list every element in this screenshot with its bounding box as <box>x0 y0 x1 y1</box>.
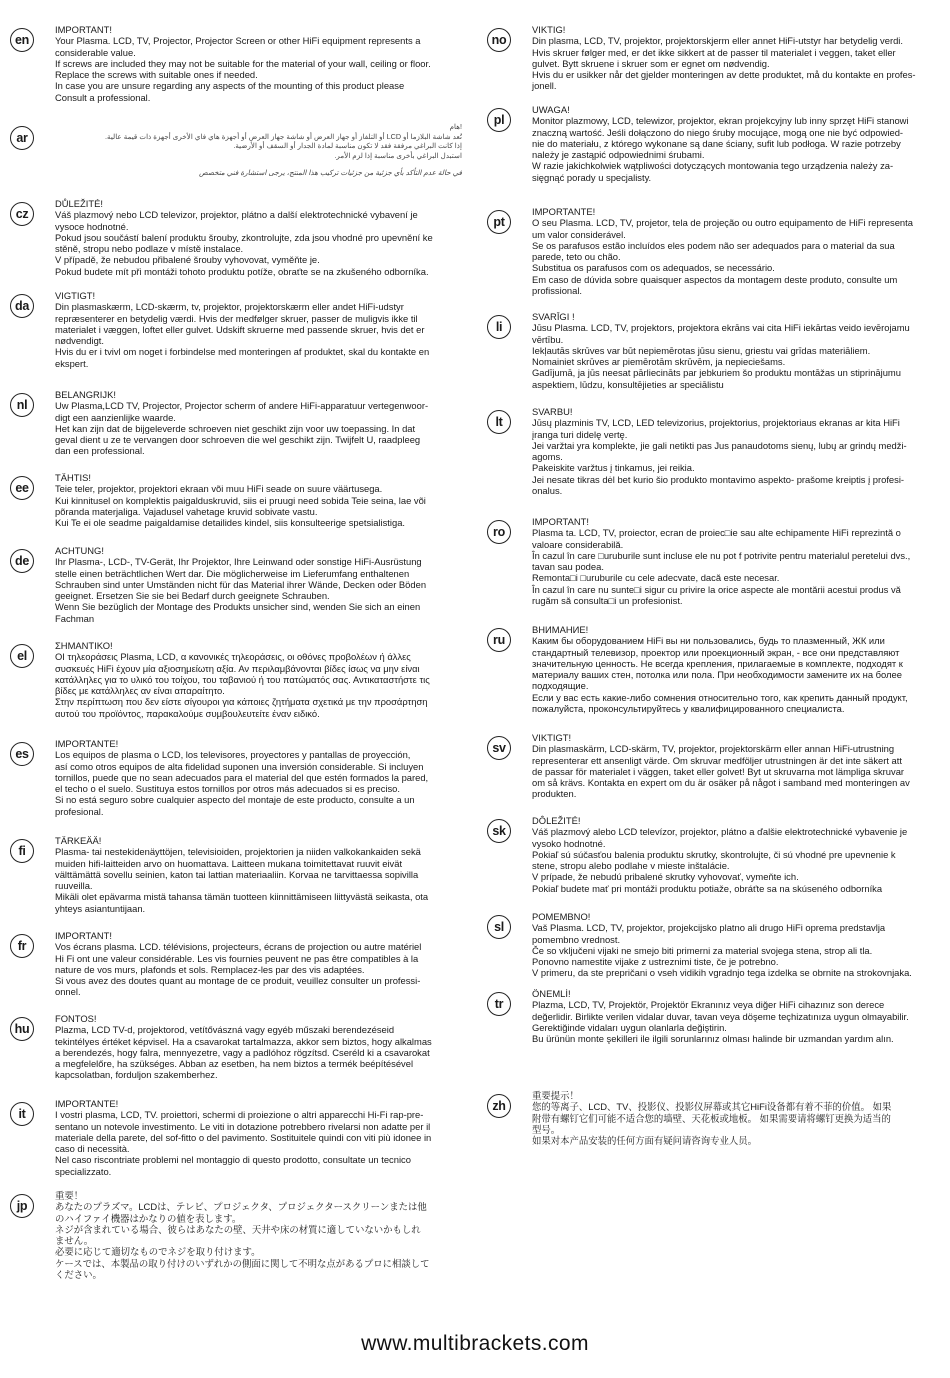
language-badge: da <box>10 294 34 318</box>
language-badge: es <box>10 742 34 766</box>
language-section-cz <box>10 198 462 277</box>
notice-title: DŮLEŽITÉ! <box>55 198 103 209</box>
language-badge: li <box>487 315 511 339</box>
notice-body: Jūsu Plasma. LCD, TV, projektors, projektora ekrāns vai cita HiFi iekārtas veido ievērojamu vērtību. Iekļautās skrūves var būt nepiemērotas jūsu sienu, griestu vai grīdas materiāliem. Nomainiet skrūves ar piemērotām skrūvēm, ja nepieciešams. Gadījumā, ja jūs neesat pārliecināts par jebkuriem šo produktu montāžas un stiprinājumu aspektiem, lūdzu, konsultējieties ar speciālistu <box>532 322 910 390</box>
language-badge: sl <box>487 915 511 939</box>
notice-body: ΟΙ τηλεοράσεις Plasma, LCD, α κανονικές τηλεοράσεις, οι οθόνες προβολέων ή άλλες συσκευές HiFi έχουν μία αξιοσημείωτη αξία. Αν περιλαμβάνονται βίδες ίσως να μην είναι κατάλληλες για το υλικό του τοίχου, του ταβανιού ή του πατώματός σας. Αντικαταστήστε τις βίδες με κατάλληλες αν είναι απαραίτητο. Στην περίπτωση που δεν είστε σίγουροι για κάποιες ζητήματα σχετικά με την προσάρτηση αυτού του προϊόντος, παρακαλούμε συμβουλευτείτε έναν ειδικό. <box>55 651 430 719</box>
notice-text <box>532 1090 942 1146</box>
notice-title: SVARĪGI ! <box>532 311 575 322</box>
language-badge: ee <box>10 476 34 500</box>
language-section-en <box>10 24 462 103</box>
notice-text <box>532 24 942 92</box>
language-badge: tr <box>487 992 511 1016</box>
notice-body: Vaš Plasma. LCD, TV, projektor, projekcijsko platno ali drugo HiFi oprema predstavlja pomembno vrednost. Če so vključeni vijaki ne smejo biti primerni za material svojega stena, strop ali tla. Ponovno namestite vijake z ustreznimi tiste, če je potrebno. V primeru, da ste prepričani o vseh vidikih vgradnjo tega izdelka se obrnite na strokovnjaka. <box>532 922 912 979</box>
language-badge: pt <box>487 210 511 234</box>
notice-title: IMPORTANT! <box>55 930 112 941</box>
notice-title: DÔLEŽITÉ! <box>532 815 581 826</box>
notice-text <box>532 406 942 496</box>
notice-note: في حالة عدم التأكد بأي جزئية من جزئيات تركيب هذا المنتج، يرجى استشارة فني متخصص <box>199 168 462 178</box>
notice-body: Vos écrans plasma. LCD. télévisions, projecteurs, écrans de projection ou autre matériel Hi Fi ont une valeur considérable. Les vis fournies peuvent ne pas être compatibles à la nature de vos murs, plafonds et sols. Remplacez-les par des vis adaptées. Si vous avez des doutes quant au montage de ce produit, veuillez consulter un professi- onnel. <box>55 941 422 998</box>
notice-body: Los equipos de plasma o LCD, los televisores, proyectores y pantallas de proyección, así como otros equipos de alta fidelidad suponen una inversión considerable. Si incluyen tornillos, puede que no sean adecuados para el material del que estén formados la pared, el techo o el suelo. Sustituya estos tornillos por otros más adecuados si es preciso. Si no está seguro sobre cualquier aspecto del montaje de este producto, consulte a un profesional. <box>55 749 429 817</box>
language-section-es <box>10 738 462 817</box>
language-section-nl <box>10 389 462 457</box>
notice-title: 重要提示！ <box>532 1090 579 1101</box>
notice-body: Plasma ta. LCD, TV, proiector, ecran de proiec□ie sau alte echipamente HiFi reprezintă o valoare considerabilă. În cazul în care □uruburile sunt incluse ele nu pot f potrivite pentru materialul peretelui dvs., tavan sau podea. Remonta□i □uruburile cu cele adecvate, dacă este necesar. În cazul în care nu sunte□i sigur cu privire la orice aspecte ale montării acestui produs vă rugăm să consulta□i un profesionist. <box>532 527 911 607</box>
notice-body: Din plasma, LCD, TV, projektor, projektorskjerm eller annet HiFi-utstyr har betydelig verdi. Hvis skruer følger med, er det ikke sikkert at de passer til materialet i veggen, taket eller gulvet. Bytt skruene i skruer som er egnet om nødvendig. Hvis du er usikker når det gjelder monteringen av dette produktet, må du kontakte en profes- jonell. <box>532 35 916 92</box>
language-section-sv <box>487 732 942 800</box>
notice-text <box>55 930 462 998</box>
notice-text <box>532 516 942 606</box>
language-badge: cz <box>10 202 34 226</box>
language-section-ar <box>10 122 462 178</box>
notice-body: Din plasmaskärm, LCD-skärm, TV, projektor, projektorskärm eller annan HiFi-utrustning representerar ett ansenligt värde. Om skruvar medföljer utrustningen är det inte säkert att de passar för materialet i väggen, taket eller golvet! Byt ut skruvarna mot lämpliga skruvar om så krävs. Kontakta en expert om du är osäker på något i samband med monteringen av produkten. <box>532 743 910 800</box>
language-section-sl <box>487 911 942 979</box>
notice-body: あなたのプラズマ。LCDは、テレビ、プロジェクタ、プロジェクタースクリーンまたは他 のハイファイ機器はかなりの値を表します。 ネジが含まれている場合、彼らはあなたの壁、天井や床の材質に適していないかもしれ ません。 必要に応じて適切なものでネジを取り付けます。 ケースでは、本製品の取り付けのいずれかの側面に関して不明な点があるプロに相談して ください。 <box>55 1201 430 1281</box>
language-section-zh <box>487 1090 942 1146</box>
notice-body: Plazma, LCD, TV, Projektör, Projektör Ekranınız veya diğer HiFi cihazınız son derece değerlidir. Birlikte verilen vidalar duvar, tavan veya döşeme teçhizatınıza uygun olmayabilir. Gerektiğinde vidaları uygun olanlarla değiştirin. Bu ürünün monte şekilleri ile ilgili sorunlarınız olması halinde bir uzmandan yardım alın. <box>532 999 909 1045</box>
notice-text <box>55 640 462 719</box>
notice-body: I vostri plasma, LCD, TV. proiettori, schermi di proiezione o altri apparecchi Hi-Fi rap-pre- sentano un notevole investimento. Le viti in dotazione potrebbero rivelarsi non adatte per il materiale della parete, del sof-fitto o del pavimento. Sostituitele quindi con viti più idonee in caso di necessità. Nel caso riscontriate problemi nel montaggio di questo prodotto, consultate un tecnico specializzato. <box>55 1109 432 1177</box>
notice-text <box>55 198 462 277</box>
notice-body: O seu Plasma. LCD, TV, projetor, tela de projeção ou outro equipamento de HiFi representa um valor considerável. Se os parafusos estão incluídos eles podem não ser adequados para o material da sua parede, teto ou chão. Substitua os parafusos com os adequados, se necessário. Em caso de dúvida sobre quaisquer aspectos da montagem deste produto, consulte um profissional. <box>532 217 913 297</box>
notice-text <box>532 988 942 1044</box>
language-section-hu <box>10 1013 462 1081</box>
notice-title: !هام <box>449 122 462 131</box>
notice-text <box>532 815 942 894</box>
language-badge: de <box>10 549 34 573</box>
notice-text <box>532 311 942 390</box>
language-badge: nl <box>10 393 34 417</box>
notice-title: VIKTIGT! <box>532 732 572 743</box>
language-section-ru <box>487 624 942 714</box>
notice-body: Каким бы оборудованием HiFi вы ни пользовались, будь то плазменный, ЖК или стандартный телевизор, проектор или проекционный экран, - все они представляют значительную ценность. Не всегда крепления, прилагаемые в комплекте, подходят к материалу ваших стен, потолка или пола. При необходимости замените их на более подходящие. Если у вас есть какие-либо сомнения относительно того, как крепить данный продукт, пожалуйста, проконсультируйтесь у квалифицированного специалиста. <box>532 635 908 715</box>
language-badge: fi <box>10 839 34 863</box>
notice-title: IMPORTANT! <box>532 516 589 527</box>
notice-title: ΣΗΜΑΝΤΙΚΟ! <box>55 640 113 651</box>
language-section-lt <box>487 406 942 496</box>
notice-body: Váš plazmový alebo LCD televízor, projektor, plátno a ďalšie elektrotechnické vybavenie je vysoko hodnotné. Pokiaľ sú súčasťou balenia produktu skrutky, skontrolujte, či sú vhodné pre upevnenie k stene, stropu alebo podlahe v mieste inštalácie. V prípade, že nebudú pribalené skrutky vyhovovať, vymeňte ich. Pokiaľ budete mať pri montáži produktu potiaže, obráťte sa na skúseného odborníka <box>532 826 908 894</box>
notice-body: Your Plasma. LCD, TV, Projector, Projector Screen or other HiFi equipment represents a considerable value. If screws are included they may not be suitable for the material of your wall, ceiling or floor. Replace the screws with suitable ones if needed. In case you are unsure regarding any aspects of the mounting of this product please Consult a professional. <box>55 35 431 103</box>
language-badge: pl <box>487 108 511 132</box>
language-badge: it <box>10 1102 34 1126</box>
notice-text <box>532 206 942 296</box>
footer-url[interactable]: www.multibrackets.com <box>361 1332 589 1355</box>
notice-body: Plazma, LCD TV-d, projektorod, vetítővászná vagy egyéb műszaki berendezéseid tekintélyes értéket képvisel. Ha a csavarokat tartalmazza, akkor sem biztos, hogy alkalmas a berendezés, hogy falra, mennyezetre, vagy a padlóhoz rögzítsd. Cseréld ki a csavarokat a megfelelőre, ha szükséges. Abban az esetben, ha nem biztos a termék beépítésével kapcsolatban, forduljon szakemberhez. <box>55 1024 432 1081</box>
notice-text <box>55 1190 462 1280</box>
notice-title: UWAGA! <box>532 104 570 115</box>
language-badge: el <box>10 644 34 668</box>
notice-title: SVARBU! <box>532 406 573 417</box>
notice-body: Váš plazmový nebo LCD televizor, projektor, plátno a další elektrotechnické vybavení je vysoce hodnotné. Pokud jsou součástí balení produktu šrouby, zkontrolujte, zda jsou vhodné pro upevnění ke stěně, stropu nebo podlaze v místě instalace. V případě, že nebudou přibalené šrouby vyhovovat, vyměňte je. Pokud budete mít při montáži tohoto produktu potíže, obraťte se na zkušeného odborníka. <box>55 209 433 277</box>
notice-title: IMPORTANT! <box>55 24 112 35</box>
notice-title: ACHTUNG! <box>55 545 104 556</box>
notice-title: ВНИМАНИЕ! <box>532 624 589 635</box>
language-section-li <box>487 311 942 390</box>
language-section-ee <box>10 472 462 528</box>
language-section-de <box>10 545 462 624</box>
language-section-da <box>10 290 462 369</box>
notice-text <box>532 104 942 183</box>
notice-title: IMPORTANTE! <box>55 738 119 749</box>
notice-body: Monitor plazmowy, LCD, telewizor, projektor, ekran projekcyjny lub inny sprzęt HiFi stanowi znaczną wartość. Jeśli dołączono do niego śruby mocujące, mogą one nie być odpowied- nie do materiału, z którego wykonane są dane ściany, sufit lub podłoga. W razie potrzeby należy je zastąpić odpowiednimi śrubami. W razie jakichkolwiek wątpliwości dotyczących montowania tego urządzenia należy za- sięgnąć porady u specjalisty. <box>532 115 909 183</box>
notice-title: ÖNEMLİ! <box>532 988 571 999</box>
language-section-fr <box>10 930 462 998</box>
notice-title: TÄRKEÄÄ! <box>55 835 102 846</box>
notice-text <box>55 472 462 528</box>
language-badge: lt <box>487 410 511 434</box>
notice-text <box>55 122 462 178</box>
language-section-pt <box>487 206 942 296</box>
notice-title: IMPORTANTE! <box>532 206 596 217</box>
notice-text <box>532 732 942 800</box>
language-badge: ro <box>487 520 511 544</box>
language-badge: no <box>487 28 511 52</box>
notice-body: Jūsų plazminis TV, LCD, LED televizorius, projektorius, projektoriaus ekranas ar kita HiFi įranga turi didelę vertę. Jei varžtai yra komplekte, jie gali netikti pas Jus panaudotoms sienų, lubų ar grindų medži- agoms. Pakeiskite varžtus į tinkamus, jei reikia. Jei nesate tikras dėl bet kurio šio produkto montavimo aspekto- prašome kreiptis į profesi- onalus. <box>532 417 907 497</box>
notice-text <box>55 24 462 103</box>
notice-text <box>55 389 462 457</box>
notice-text <box>55 290 462 369</box>
notice-body: Uw Plasma,LCD TV, Projector, Projector scherm of andere HiFi-apparatuur vertegenwoor- digt een aanzienlijke waarde. Het kan zijn dat de bijgeleverde schroeven niet geschikt zijn voor uw toepassing. In dat geval dient u ze te vervangen door schroeven die wel geschikt zijn. Twijfelt U, raadpleeg dan een professional. <box>55 400 429 457</box>
notice-text <box>55 738 462 817</box>
language-badge: ru <box>487 628 511 652</box>
language-badge: sk <box>487 819 511 843</box>
language-badge: fr <box>10 934 34 958</box>
language-badge: ar <box>10 126 34 150</box>
notice-text <box>532 624 942 714</box>
notice-title: BELANGRIJK! <box>55 389 116 400</box>
language-section-jp <box>10 1190 462 1280</box>
language-section-pl <box>487 104 942 183</box>
language-section-it <box>10 1098 462 1177</box>
notice-title: TÄHTIS! <box>55 472 91 483</box>
language-badge: hu <box>10 1017 34 1041</box>
language-section-fi <box>10 835 462 914</box>
notice-body: Teie teler, projektor, projektori ekraan või muu HiFi seade on suure väärtusega. Kui kinnitusel on komplektis paigalduskruvid, siis ei pruugi need sobida Teie seina, lae või põranda materjaliga. Vajadusel vahetage kruvid sobivate vastu. Kui Te ei ole seadme paigaldamise detailides kindel, siis konsulteerige spetsialistiga. <box>55 483 426 529</box>
notice-title: POMEMBNO! <box>532 911 591 922</box>
notice-text <box>55 545 462 624</box>
notice-title: IMPORTANTE! <box>55 1098 119 1109</box>
notice-title: VIKTIG! <box>532 24 566 35</box>
notice-title: 重要！ <box>55 1190 84 1201</box>
notice-text <box>55 835 462 914</box>
language-section-no <box>487 24 942 92</box>
notice-body: 您的等离子、LCD、TV、投影仪、投影仪屏幕或其它HiFi设备都有着不菲的价值。 如果 附带有螺钉它们可能不适合您的墙壁、天花板或地板。 如果需要请将螺钉更换为适当的 型号。 如果对本产品安装的任何方面有疑问请咨询专业人员。 <box>532 1101 892 1147</box>
notice-body: Plasma- tai nestekidenäyttöjen, televisioiden, projektorien ja niiden valkokankaiden sekä muiden hifi-laitteiden arvo on huomattava. Laitteen mukana toimitettavat ruuvit eivät välttämättä sovellu seinien, katon tai lattian materiaaliin. Korvaa ne tarvittaessa sopivilla ruuveilla. Mikäli olet epävarma mistä tahansa tämän tuotteen kiinnittämiseen liittyvästä seikasta, ota yhteys asiantuntijaan. <box>55 846 429 914</box>
language-badge: sv <box>487 736 511 760</box>
notice-title: VIGTIGT! <box>55 290 96 301</box>
notice-body: Ihr Plasma-, LCD-, TV-Gerät, Ihr Projektor, Ihre Leinwand oder sonstige HiFi-Ausrüstung stelle einen beträchtlichen Wert dar. Die möglicherweise im Lieferumfang enthaltenen Schrauben sind unter Umständen nicht für das Material ihrer Wände, Decken oder Böden geeignet. Ersetzen Sie sie bei Bedarf durch geeignete Schrauben. Wenn Sie bezüglich der Montage des Produkts unsicher sind, wenden Sie sich an einen Fachman <box>55 556 427 624</box>
notice-title: FONTOS! <box>55 1013 97 1024</box>
notice-body: Din plasmaskærm, LCD-skærm, tv, projektor, projektorskærm eller andet HiFi-udstyr repræsenterer en betydelig værdi. Hvis der medfølger skruer, passer de muligvis ikke til materialet i væggen, loftet eller gulvet. Udskift skruerne med passende skruer, hvis det er nødvendigt. Hvis du er i tvivl om noget i forbindelse med monteringen af produktet, skal du kontakte en ekspert. <box>55 301 430 369</box>
language-section-el <box>10 640 462 719</box>
language-section-ro <box>487 516 942 606</box>
notice-text <box>55 1013 462 1081</box>
language-badge: zh <box>487 1094 511 1118</box>
language-section-sk <box>487 815 942 894</box>
language-badge: jp <box>10 1194 34 1218</box>
notice-body: تُعد شاشة البلازما أو LCD أو التلفاز أو جهاز العرض أو شاشة جهاز العرض أو أجهزة هاي فاي الأخرى أجهزة ذات قيمة عالية. إذا كانت البراغي مرفقة فقد لا تكون مناسبة لمادة الجدار أو السقف أو الأرضية. استبدل البراغي بأخرى مناسبة إذا لزم الأمر. <box>105 131 462 160</box>
language-section-tr <box>487 988 942 1044</box>
language-badge: en <box>10 28 34 52</box>
notice-text <box>55 1098 462 1177</box>
notice-text <box>532 911 942 979</box>
